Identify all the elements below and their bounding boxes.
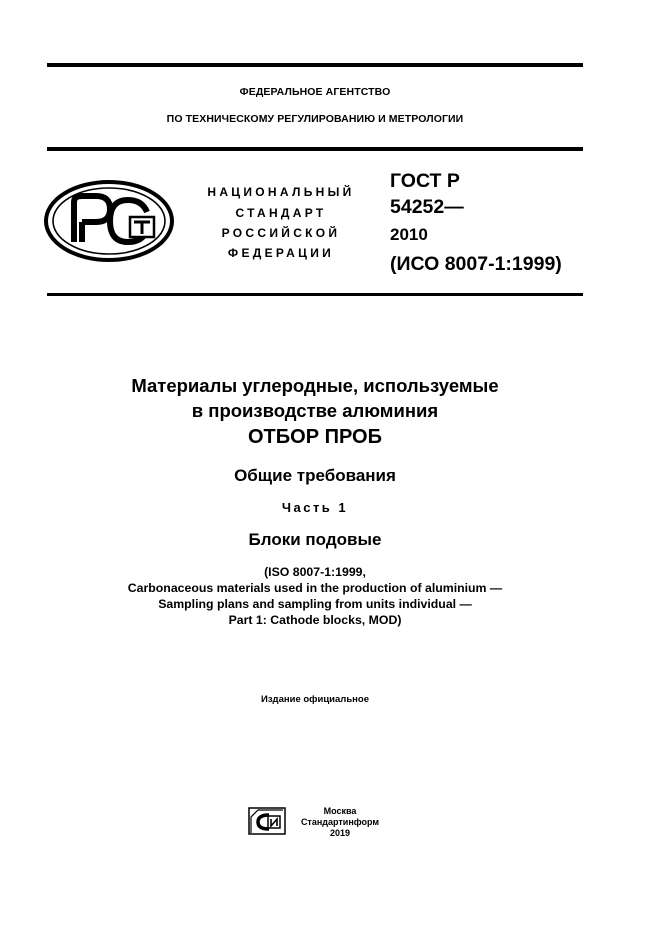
title-line-1: Материалы углеродные, используемые	[131, 375, 499, 396]
national-standard-line-4: ФЕДЕРАЦИИ	[227, 246, 335, 260]
gost-code-line-2: 54252—	[390, 196, 464, 218]
national-standard-line-1: НАЦИОНАЛЬНЫЙ	[207, 185, 355, 199]
part-title: Блоки подовые	[248, 530, 382, 549]
publisher-year: 2019	[329, 828, 351, 838]
header-rule-top	[47, 147, 583, 151]
general-requirements: Общие требования	[234, 466, 396, 485]
title-line-3: ОТБОР ПРОБ	[248, 426, 382, 448]
standartinform-logo-icon	[248, 807, 286, 835]
gost-code-line-3: 2010	[390, 225, 428, 244]
gost-code-line-1: ГОСТ Р	[390, 170, 460, 192]
publisher-name: Стандартинформ	[300, 817, 380, 827]
national-standard-line-2: СТАНДАРТ	[235, 206, 327, 220]
agency-line-1: ФЕДЕРАЛЬНОЕ АГЕНТСТВО	[239, 86, 391, 98]
national-standard-line-3: РОССИЙСКОЙ	[221, 226, 341, 240]
iso-reference-line-1: (ISO 8007-1:1999,	[264, 565, 366, 579]
header-rule-bottom	[47, 293, 583, 296]
title-line-2: в производстве алюминия	[191, 400, 439, 421]
official-edition: Издание официальное	[261, 694, 369, 705]
iso-reference-line-3: Sampling plans and sampling from units individual —	[158, 597, 472, 611]
top-rule	[47, 63, 583, 67]
agency-line-2: ПО ТЕХНИЧЕСКОМУ РЕГУЛИРОВАНИЮ И МЕТРОЛОГИИ	[166, 113, 464, 125]
iso-reference-line-2: Carbonaceous materials used in the production of aluminium —	[127, 581, 503, 595]
part-number: Часть 1	[281, 500, 349, 515]
gost-r-certification-mark-icon	[44, 180, 174, 262]
gost-code-line-4: (ИСО 8007-1:1999)	[390, 253, 562, 275]
publisher-city: Москва	[323, 806, 357, 816]
iso-reference-line-4: Part 1: Cathode blocks, MOD)	[228, 613, 402, 627]
